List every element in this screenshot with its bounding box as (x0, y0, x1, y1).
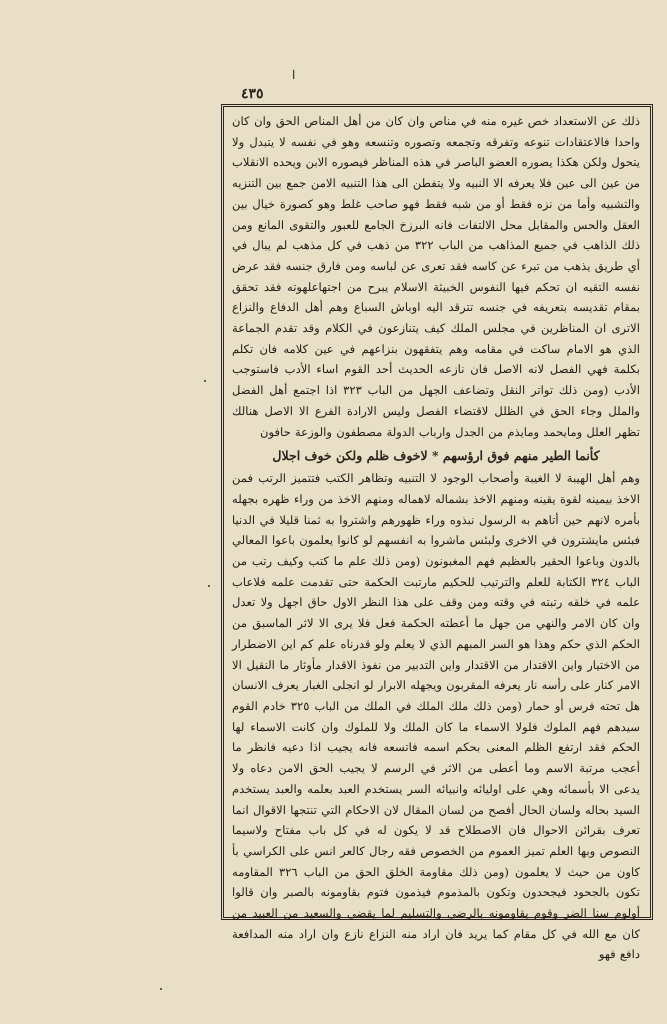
body-paragraph-2: وهم أهل الهيبة لا الغيبة وأصحاب الوجود لا التنبيه وتظاهر الكتب فتتميز الرتب فمن الاخذ بيمينه لقوة يقينه ومنهم الاخذ بشماله لاهماله ومنهم الاخذ من وراء ظهره بجهله بأمره لانهم حين أتاهم به الرسول نبذوه وراء ظهورهم واشتروا به ثمنا قليلا في الدنيا فبئس مايشترون في الاخرى ولبئس ماشروا به انفسهم لو كانوا يعلمون باعوا المعالي بالدون وباعوا الحقير بالعظيم فهم المغبونون (ومن ذلك علم ما كتب وكيف رتب من الباب ٣٢٤ الكتابة للعلم والترتيب للحكيم مارتبت الحكمة حتى تقدمت علمه فلاعاب علمه في خلقه رتبته في وقته ومن وقف على هذا النظر الاول حاق اجهل ولا تعدل وان كان الامر والنهي من جهل ما أعطته الحكمة فعل فلا يرى الا لاثر الماسبق من الحكم الذي حكم وهذا هو السر المبهم الذي لا يعلم ولو قدرناه علم كم اين الاضطرار من الاختيار واين الاقتدار من الاقتدار واين التدبير من نفوذ الاقدار مأوثار ما النقيل الا الامر كنار على رأسه نار يعرفه المقربون ويجهله الابرار لو انجلى الغبار يعرف الانسان هل تحته فرس أو حمار (ومن ذلك ملك الملك في الملك من الباب ٣٢٥ خادم القوم سيدهم فهم الملوك فلولا الاسماء ما كان الملك ولا للملوك وان كانت الاسماء لها الحكم فقد ارتفع الظلم المعنى بحكم اسمه فاتسعه فانه يجيب اذا دعيه فانظر ما أعجب مرتبة الاسم وما أعطى من الاثر في الرسم لا يجيب الحق الامن دعاه ولا يدعى الا بأسمائه وهي على اوليائه وانبيائه السر يستخدم العبد بعلمه والعبد يستخدم السيد بحاله ولسان الحال أفصح من لسان المقال لان الاحكام التي تنتجها الاقوال انما تعرف بقرائن الاحوال فان الاصطلاح قد لا يكون له في كل باب مفتاح ولاسيما النصوص وبها العلم تميز العموم من الخصوص فقه رجال كالعر انس على الكراسي بأ كاون من حيث لا يعلمون (ومن ذلك مقاومة الخلق الحق من الباب ٣٢٦ المقاومه تكون بالجحود فيجحدون وتكون بالمذموم فيذمون فتوم بقاومونه بالصبر وان قالوا أولوم سنا الضر وقوم يقاومونه بالرضى والتسليم لما يقضي والسعيد من العبيد من كان مع الله في كل مقام كما يريد فان اراد منه النزاع نازع وان اراد منه المدافعة دافع فهو (232, 471, 640, 962)
body-paragraph-1: ذلك عن الاستعداد خص غيره منه في مناص وان كان من أهل المناص الحق وان كان واحدا فالاعتقادات تنوعه وتفرقه وتجمعه وتصوره وتنسعه وهو في نفسه لا يتبدل ولا يتحول ولكن هكذا يصوره العضو الباصر في هذه المناظر فيصوره الابن ويحده الانقلاب من عين الى عين فلا يعرفه الا النبيه ولا يتفطن الى هذا التنبيه الامن جمع بين التنزيه والتشبيه وأما من نزه فقط أو من شبه فقط فهو صاحب غلط وهو كصورة خيال بين العقل والحس والمقابل محل الالتفات فانه البرزخ الجامع للعبور والتقوى المانع ومن ذلك الذاهب في جميع المذاهب من الباب ٣٢٢ من ذهب في كل مذهب لم يبال في أي طريق يذهب من تبرء عن كاسه فقد تعرى عن لباسه ومن فارق جنسه فقد عرض نفسه التقيه ان تحكم فيها النفوس الخبيثة الاسلام يبرح من اجتهاعلهوته فقد تحقق بمقام تقديسه بتعريفه في جنسه تترقد اليه اوباش السباع وهم أهل الدفاع والنزاع الاترى ان المناظرين في مجلس الملك كيف يتنازعون في الكلام وقد تقدم الجماعة الذي هو الامام ساكت في مقامه وهم يتفقهون بنزاعهم في عين كلامه فان تكلم بكلمة فهي الفصل لانه الاصل فان نازعه الحديث أحد القوم اساء الأدب فاستوجب الأدب (ومن ذلك تواتر النقل وتضاعف الجهل من الباب ٣٢٣ اذا اجتمع أهل الفضل والملل وجاء الحق في الظلل لاقتضاء الفصل وليس الارادة الفرع الا الاصل هنالك تظهر العلل ومايحمد ومايذم من الجدل وارباب الدولة مصطفون والوزعة حافون (232, 114, 640, 439)
margin-dot (208, 585, 210, 587)
page-number: ٤٣٥ (241, 86, 264, 102)
text-frame (221, 104, 653, 962)
margin-dot (204, 380, 206, 382)
verse-line: كأنما الطير منهم فوق ارؤسهم * لاخوف ظلم ولكن خوف اجلال (272, 448, 600, 464)
margin-dot (160, 988, 162, 990)
top-mark: ا (292, 68, 296, 82)
